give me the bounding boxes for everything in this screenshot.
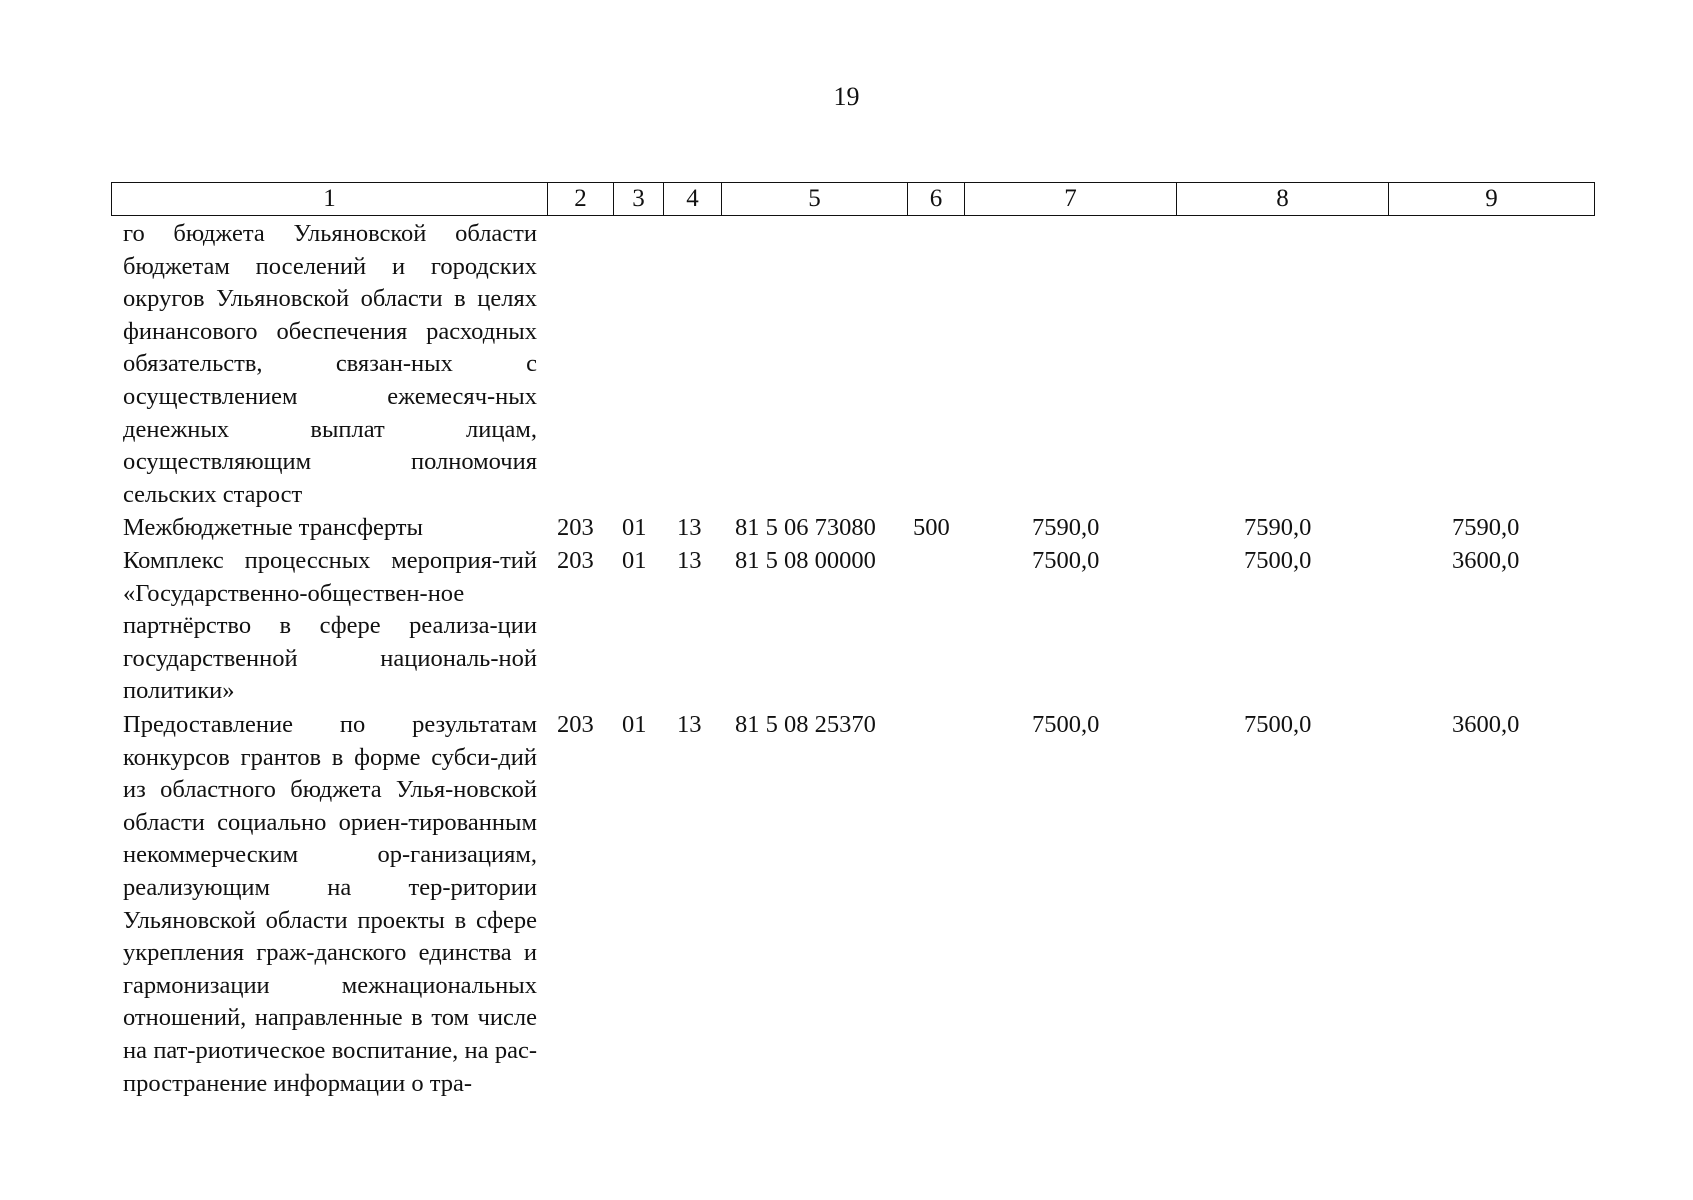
column-header-9: 9 — [1389, 183, 1595, 216]
row-code-5: 81 5 08 00000 — [735, 547, 876, 574]
row-code-3: 01 — [622, 547, 647, 574]
row-description: Комплекс процессных мероприя-тий «Государственно-обществен-ное партнёрство в сфере реализа-ции государственной националь-ной политики» — [123, 547, 537, 705]
row-code-3: 01 — [622, 514, 647, 541]
row-code-2: 203 — [557, 514, 594, 541]
column-header-row — [111, 182, 1595, 216]
row-code-2: 203 — [557, 711, 594, 738]
column-header-8: 8 — [1177, 183, 1389, 216]
row-code-2: 203 — [557, 547, 594, 574]
column-header-6: 6 — [908, 183, 965, 216]
row-amount-9: 7590,0 — [1452, 514, 1520, 541]
table-row — [0, 218, 1693, 512]
column-header-2: 2 — [548, 183, 614, 216]
row-code-5: 81 5 06 73080 — [735, 514, 876, 541]
page-number: 19 — [833, 82, 860, 111]
row-code-4: 13 — [677, 711, 702, 738]
row-amount-7: 7500,0 — [1032, 547, 1100, 574]
row-amount-9: 3600,0 — [1452, 711, 1520, 738]
column-header-4: 4 — [664, 183, 722, 216]
column-header-3: 3 — [614, 183, 664, 216]
row-code-6: 500 — [913, 514, 950, 541]
table-row — [0, 545, 1693, 709]
column-header-7: 7 — [965, 183, 1177, 216]
column-header-1: 1 — [112, 183, 548, 216]
column-header-5: 5 — [722, 183, 908, 216]
table-row — [0, 512, 1693, 545]
table-row — [0, 709, 1693, 1139]
row-amount-8: 7500,0 — [1244, 547, 1312, 574]
row-code-3: 01 — [622, 711, 647, 738]
row-code-4: 13 — [677, 514, 702, 541]
row-amount-7: 7500,0 — [1032, 711, 1100, 738]
row-amount-8: 7590,0 — [1244, 514, 1312, 541]
row-code-4: 13 — [677, 547, 702, 574]
row-amount-9: 3600,0 — [1452, 547, 1520, 574]
row-description: го бюджета Ульяновской области бюджетам поселений и городских округов Ульяновской области в целях финансового обеспечения расходных обязательств, связан-ных с осуществлением ежемесяч-ных денежных выплат лицам, осуществляющим полномочия сельских старост — [123, 220, 537, 508]
row-description: Предоставление по результатам конкурсов грантов в форме субси-дий из областного бюджета Улья-новской области социально ориен-тированным некоммерческим ор-ганизациям, реализующим на тер-ритории Ульяновской области проекты в сфере укрепления граж-данского единства и гармонизации межнациональных отношений, направленные в том числе на пат-риотическое воспитание, на рас-пространение информации о тра- — [123, 711, 537, 1097]
row-description: Межбюджетные трансферты — [123, 514, 423, 541]
row-amount-7: 7590,0 — [1032, 514, 1100, 541]
row-code-5: 81 5 08 25370 — [735, 711, 876, 738]
row-amount-8: 7500,0 — [1244, 711, 1312, 738]
